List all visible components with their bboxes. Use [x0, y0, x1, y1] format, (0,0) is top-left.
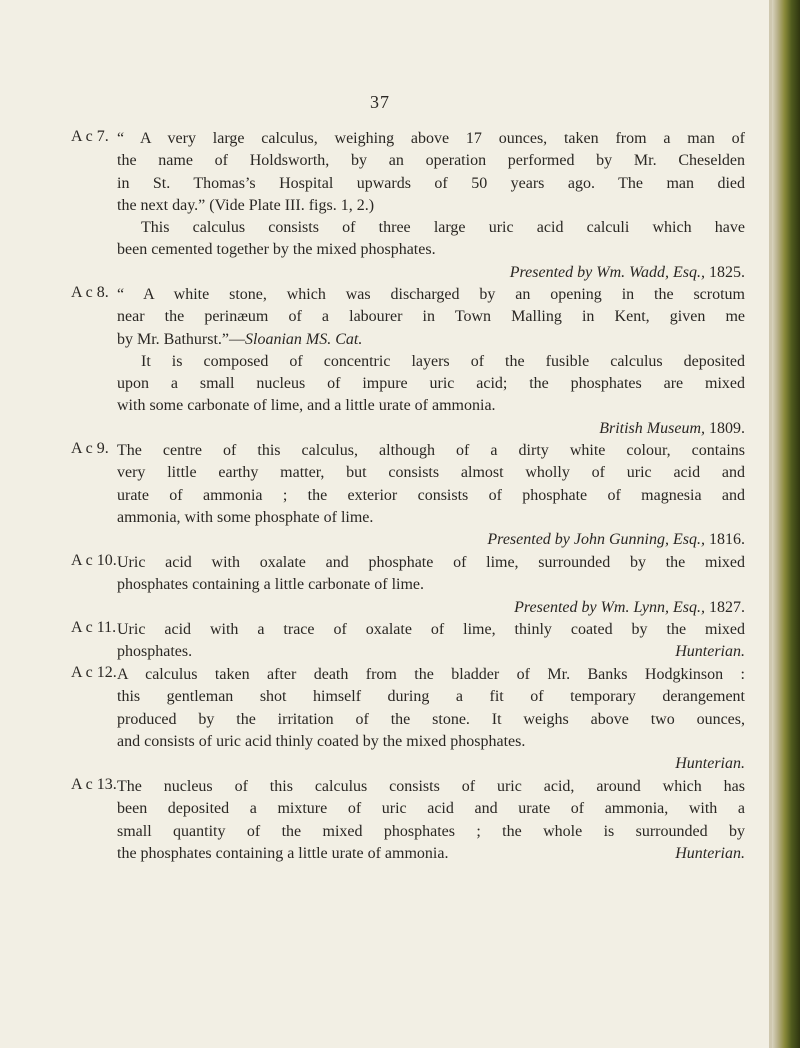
catalogue-entry	[71, 776, 745, 865]
entry-line-text: by Mr. Bathurst.”—	[117, 330, 245, 348]
catalogue-entry	[71, 284, 745, 440]
entry-line: The centre of this calculus, although of a dirty white colour, contains	[117, 442, 745, 459]
entry-line: Uric acid with a trace of oxalate of lime, thinly coated by the mixed	[117, 621, 745, 638]
attribution-donor: Presented by John Gunning, Esq.,	[487, 531, 705, 549]
entry-label: A c 11.	[71, 619, 117, 636]
attribution-donor: Presented by Wm. Lynn, Esq.,	[514, 598, 705, 616]
catalogue-entry	[71, 128, 745, 284]
catalogue-entry	[71, 552, 745, 619]
entry-line: Uric acid with oxalate and phosphate of lime, surrounded by the mixed	[117, 554, 745, 571]
entry-line: urate of ammonia ; the exterior consists of phosphate of magnesia and	[117, 486, 745, 504]
entry-line-text: phosphates.	[117, 643, 193, 661]
entry-line: phosphates containing a little carbonate of lime.	[117, 576, 425, 594]
attribution-donor: Hunterian.	[675, 844, 745, 862]
entry-attribution	[117, 418, 745, 440]
entry-attribution	[117, 597, 745, 619]
entry-line: and consists of uric acid thinly coated by the mixed phosphates.	[117, 732, 526, 750]
book-spine	[772, 0, 800, 1048]
page-number: 37	[370, 92, 390, 112]
catalogue-entry	[71, 664, 745, 775]
entry-line: ammonia, with some phosphate of lime.	[117, 508, 374, 526]
entry-line: It is composed of concentric layers of the fusible calculus deposited	[141, 352, 745, 370]
entry-label: A c 13.	[71, 776, 117, 793]
entry-line: been cemented together by the mixed phosphates.	[117, 241, 436, 259]
attribution-year: 1825.	[709, 263, 745, 281]
entry-label: A c 8.	[71, 284, 109, 301]
entry-line: the next day.” (Vide Plate III. figs. 1, 2.)	[117, 196, 375, 214]
entry-line: this gentleman shot himself during a fit of temporary derangement	[117, 688, 745, 706]
attribution-donor: Hunterian.	[675, 643, 745, 661]
entry-source: Sloanian MS. Cat.	[245, 330, 363, 348]
entry-line: with some carbonate of lime, and a little urate of ammonia.	[117, 397, 496, 415]
entry-line: near the perinæum of a labourer in Town Malling in Kent, given me	[117, 308, 745, 326]
entry-line: in St. Thomas’s Hospital upwards of 50 years ago. The man died	[117, 174, 745, 192]
entry-line	[117, 329, 745, 351]
entry-line-text: the phosphates containing a little urate of ammonia.	[117, 844, 449, 862]
entry-line: A calculus taken after death from the bladder of Mr. Banks Hodgkinson :	[117, 666, 745, 683]
entry-line: upon a small nucleus of impure uric acid; the phosphates are mixed	[117, 375, 745, 393]
catalogue-entry	[71, 440, 745, 551]
attribution-donor: Hunterian.	[675, 755, 745, 773]
entry-line: small quantity of the mixed phosphates ; the whole is surrounded by	[117, 822, 745, 840]
entry-line: produced by the irritation of the stone. It weighs above two ounces,	[117, 710, 745, 728]
entry-line: This calculus consists of three large uric acid calculi which have	[141, 219, 745, 237]
entry-label: A c 9.	[71, 440, 109, 457]
entry-attribution	[117, 262, 745, 284]
entry-line: “ A very large calculus, weighing above 17 ounces, taken from a man of	[117, 130, 745, 147]
entry-attribution	[117, 753, 745, 775]
entry-line: the name of Holdsworth, by an operation performed by Mr. Cheselden	[117, 152, 745, 170]
catalogue-entry	[71, 619, 745, 664]
entry-label: A c 7.	[71, 128, 109, 145]
entry-line	[117, 843, 745, 865]
entry-line: very little earthy matter, but consists almost wholly of uric acid and	[117, 464, 745, 482]
attribution-donor: British Museum,	[599, 419, 705, 437]
entry-line	[117, 641, 745, 663]
attribution-donor: Presented by Wm. Wadd, Esq.,	[509, 263, 705, 281]
entry-line: been deposited a mixture of uric acid and urate of ammonia, with a	[117, 800, 745, 818]
attribution-year: 1827.	[709, 598, 745, 616]
entry-label: A c 10.	[71, 552, 117, 569]
attribution-year: 1809.	[709, 419, 745, 437]
entry-attribution	[117, 529, 745, 551]
entry-line: “ A white stone, which was discharged by an opening in the scrotum	[117, 286, 745, 303]
attribution-year: 1816.	[709, 531, 745, 549]
entry-line: The nucleus of this calculus consists of uric acid, around which has	[117, 778, 745, 795]
entry-label: A c 12.	[71, 664, 117, 681]
